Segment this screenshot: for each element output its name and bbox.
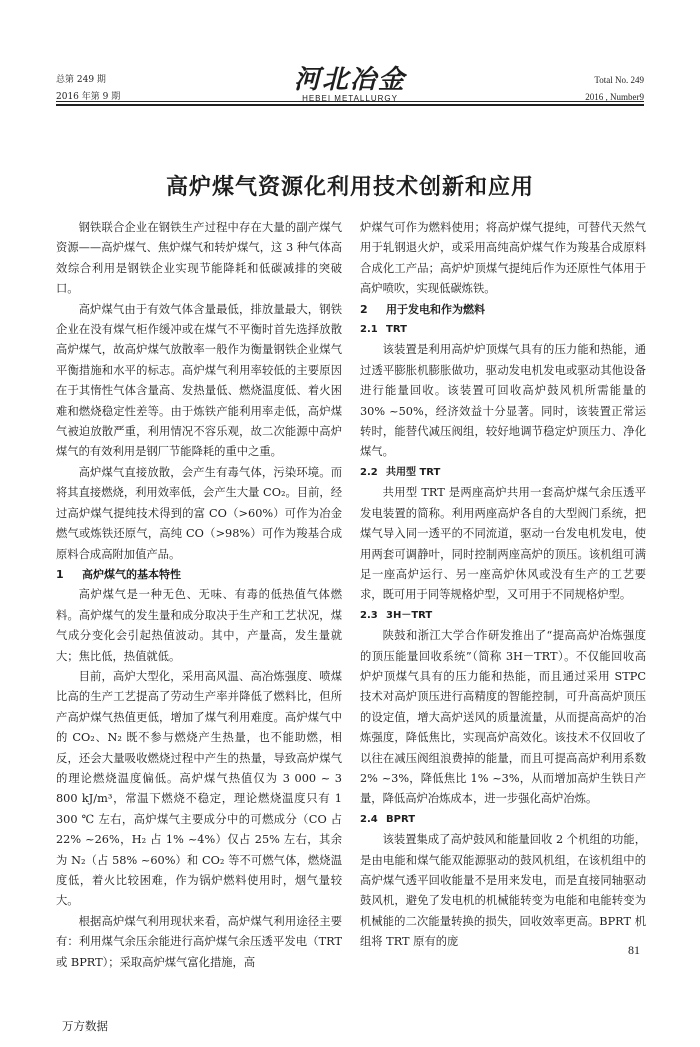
paragraph: 目前，高炉大型化，采用高风温、高冶炼强度、喷煤比高的生产工艺提高了劳动生产率并降低了燃料比，但所产高炉煤气热值更低，增加了煤气利用难度。高炉煤气中的 CO₂、N₂ 既不参与燃烧产生热量，也不能助燃，相反，还会大量吸收燃烧过程中产生的热量，导致高炉煤气的理论燃烧温度偏低。高炉煤气热值仅为 3 000 ~ 3 800 kJ/m³，常温下燃烧不稳定，理论燃烧温度只有 1 300 ℃ 左右，高炉煤气主要成分中的可燃成分（CO 占 22% ~26%，H₂ 占 1% ~4%）仅占 25% 左右，其余为 N₂（占 58% ~60%）和 CO₂ 等不可燃气体，燃烧温度低，着火比较困难，作为锅炉燃料使用时，烟气量较大。 xyxy=(56,669,342,908)
subsection-heading-2-4 xyxy=(360,810,646,830)
subsection-title: 共用型 TRT xyxy=(386,466,441,478)
journal-name-en: HEBEI METALLURGY xyxy=(302,94,398,103)
header-rule-thick xyxy=(56,104,644,106)
subsection-title: TRT xyxy=(386,324,407,336)
section-heading-1 xyxy=(56,565,342,585)
paragraph: 陕鼓和浙江大学合作研发推出了“提高高炉冶炼强度的顶压能量回收系统”（简称 3H－TRT）。不仅能回收高炉炉顶煤气具有的压力能和热能，而且通过采用 STPC 技术对高炉顶压进行高精度的智能控制，可升高高炉顶压的设定值，增大高炉送风的质量流量，从而提高高炉的冶炼强度，降低焦比，实现高炉高效化。该技术不仅回收了以往在减压阀组浪费掉的能量，而且可提高高炉利用系数 2% ~3%，降低焦比 1% ~3%，从而增加高炉生铁日产量，降低高炉冶炼成本，进一步强化高炉冶炼。 xyxy=(360,629,646,806)
paragraph: 该装置是利用高炉炉顶煤气具有的压力能和热能，通过透平膨胀机膨胀做功，驱动发电机发电或驱动其他设备进行能量回收。该装置可回收高炉鼓风机所需能量的 30% ~50%，经济效益十分显著。同时，该装置正常运转时，能替代减压阀组，较好地调节稳定炉顶压力、净化煤气。 xyxy=(360,343,646,459)
journal-name-cn: 河北冶金 xyxy=(293,65,406,95)
subsection-heading-2-2 xyxy=(360,463,646,483)
paragraph: 根据高炉煤气利用现状来看，高炉煤气利用途径主要有：利用煤气余压余能进行高炉煤气余压透平发电（TRT 或 BPRT）；采取高炉煤气富化措施，高 xyxy=(56,914,342,969)
subsection-heading-2-3 xyxy=(360,606,646,626)
total-issue-cn: 总第 249 期 xyxy=(56,75,106,85)
left-column xyxy=(56,218,342,973)
year-issue-cn: 2016 年第 9 期 xyxy=(56,92,121,102)
paragraph: 高炉煤气直接放散，会产生有毒气体，污染环境。而将其直接燃烧，利用效率低，会产生大量 CO₂。目前，经过高炉煤气提纯技术得到的富 CO（>60%）可作为冶金燃气或炼铁还原气，高纯 CO（>98%）可作为羧基合成原料合成高附加值产品。 xyxy=(56,465,342,561)
section-title: 用于发电和作为燃料 xyxy=(386,302,485,316)
section-title: 高炉煤气的基本特性 xyxy=(82,567,181,581)
paragraph: 炉煤气可作为燃料使用；将高炉煤气提纯，可替代天然气用于轧钢退火炉，或采用高纯高炉煤气作为羧基合成原料合成化工产品；高炉炉顶煤气提纯后作为还原性气体用于高炉喷吹，实现低碳炼铁。 xyxy=(360,221,646,296)
paragraph: 高炉煤气是一种无色、无味、有毒的低热值气体燃料。高炉煤气的发生量和成分取决于生产和工艺状况，煤气成分变化会引起热值波动。其中，产量高，发生量就大；焦比低，热值就低。 xyxy=(56,588,342,663)
page-number: 81 xyxy=(628,943,640,957)
footer-watermark: 万方数据 xyxy=(62,1019,108,1033)
subsection-title: BPRT xyxy=(386,813,416,825)
subsection-number: 2.1 xyxy=(360,324,378,336)
paragraph: 共用型 TRT 是两座高炉共用一套高炉煤气余压透平发电装置的简称。利用两座高炉各自的大型阀门系统，把煤气导入同一透平的不同流道，驱动一台发电机发电，使用两套可调静叶，同时控制两座高炉的顶压。该机组可满足一座高炉运行、另一座高炉休风或没有生产的工艺要求，既可用于同等规格炉型，又可用于不同规格炉型。 xyxy=(360,486,646,602)
section-number: 1 xyxy=(56,567,64,581)
total-issue-en: Total No. 249 xyxy=(594,75,644,85)
subsection-title: 3H－TRT xyxy=(386,609,433,621)
paragraph: 该装置集成了高炉鼓风和能量回收 2 个机组的功能，是由电能和煤气能双能源驱动的鼓风机组，在该机组中的高炉煤气透平回收能量不是用来发电，而是直接同轴驱动鼓风机，避免了发电机的机械能转变为电能和电能转变为机械能的二次能量转换的损失，回收效率更高。BPRT 机组将 TRT 原有的庞 xyxy=(360,833,646,949)
section-heading-2 xyxy=(360,300,646,320)
header-rule-thin xyxy=(56,101,644,102)
right-column xyxy=(360,218,646,953)
year-issue-en: 2016 , Number9 xyxy=(585,92,644,102)
article-title: 高炉煤气资源化利用技术创新和应用 xyxy=(165,175,534,200)
subsection-number: 2.4 xyxy=(360,813,378,825)
paragraph: 钢铁联合企业在钢铁生产过程中存在大量的副产煤气资源——高炉煤气、焦炉煤气和转炉煤气，这 3 种气体高效综合利用是钢铁企业实现节能降耗和低碳减排的突破口。 xyxy=(56,221,342,296)
subsection-number: 2.2 xyxy=(360,466,378,478)
paragraph: 高炉煤气由于有效气体含量最低，排放量最大，钢铁企业在没有煤气柜作缓冲或在煤气不平衡时首先选择放散高炉煤气，故高炉煤气放散率一般作为衡量钢铁企业煤气平衡措施和水平的标志。高炉煤气利用率较低的主要原因在于其惰性气体含量高、发热量低、燃烧温度低、着火困难和燃烧稳定性差等。由于炼铁产能利用率走低，高炉煤气被迫放散严重，利用情况不容乐观，故二次能源中高炉煤气的有效利用是钢厂节能降耗的重中之重。 xyxy=(56,302,342,459)
journal-masthead xyxy=(270,66,430,104)
subsection-heading-2-1 xyxy=(360,320,646,340)
section-number: 2 xyxy=(360,302,368,316)
subsection-number: 2.3 xyxy=(360,609,378,621)
